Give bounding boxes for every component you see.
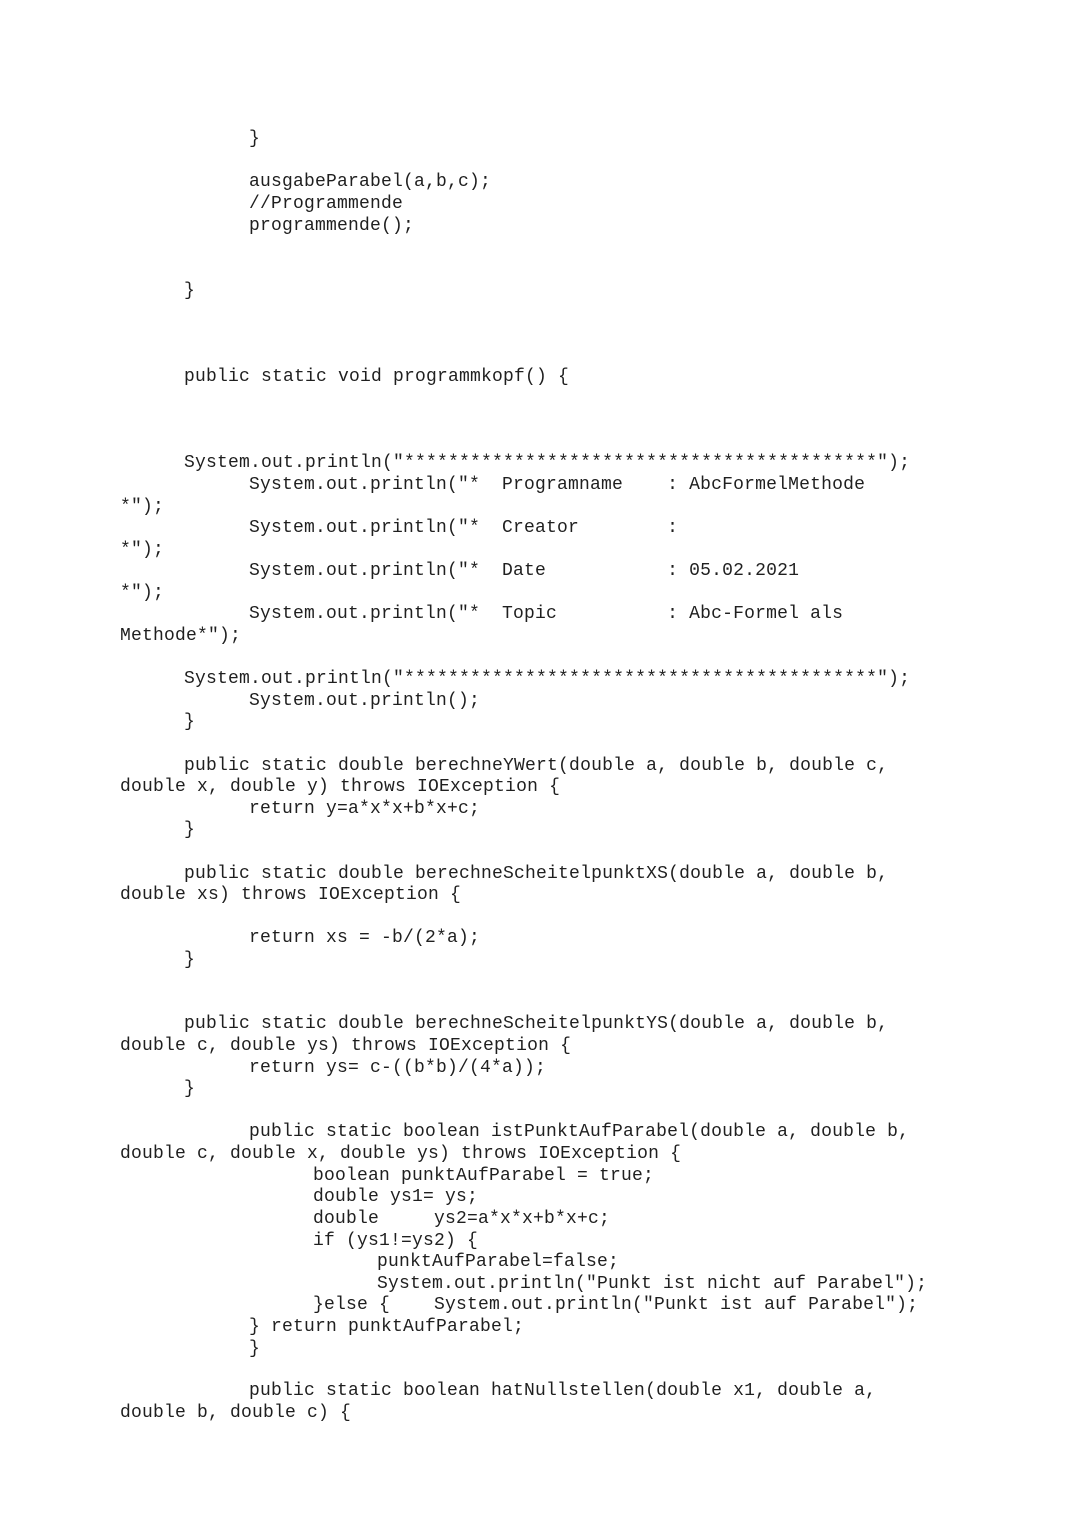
code-line-if-condition: if (ys1!=ys2) { <box>313 1231 479 1251</box>
code-line-date: System.out.println("* Date : 05.02.2021 <box>249 561 800 581</box>
code-line-scheitelpunkt-ys-params: double c, double ys) throws IOException { <box>120 1036 572 1056</box>
code-line-wrap-1: *"); <box>120 497 165 517</box>
code-line-comment-programmende: //Programmende <box>249 194 404 214</box>
code-line-berechne-ywert-return: return y=a*x*x+b*x+c; <box>249 799 481 819</box>
code-line-wrap-2: *"); <box>120 540 165 560</box>
code-line-hat-nullstellen-params: double b, double c) { <box>120 1403 352 1423</box>
code-line-print-nicht-auf: System.out.println("Punkt ist nicht auf Parabel"); <box>377 1274 928 1294</box>
code-line-wrap-4: Methode*"); <box>120 626 242 646</box>
code-line-scheitelpunkt-xs-signature: public static double berechneScheitelpunktXS(double a, double b, <box>184 864 889 884</box>
code-line-berechne-ywert-signature: public static double berechneYWert(double a, double b, double c, <box>184 756 889 776</box>
code-line-closing-brace-ist-punkt: } <box>249 1339 261 1359</box>
code-line-ausgabe-parabel: ausgabeParabel(a,b,c); <box>249 172 492 192</box>
code-line-set-false: punktAufParabel=false; <box>377 1252 620 1272</box>
code-line-wrap-3: *"); <box>120 583 165 603</box>
code-line-scheitelpunkt-xs-params: double xs) throws IOException { <box>120 885 462 905</box>
code-line-closing-brace-xs: } <box>184 950 196 970</box>
code-line-header-stars-top: System.out.println("*******************************************"); <box>184 453 911 473</box>
code-line-boolean-init: boolean punktAufParabel = true; <box>313 1166 655 1186</box>
code-line-else-print: }else { System.out.println("Punkt ist auf Parabel"); <box>313 1295 919 1315</box>
code-line-ist-punkt-signature: public static boolean istPunktAufParabel(double a, double b, <box>249 1122 910 1142</box>
code-line-scheitelpunkt-ys-signature: public static double berechneScheitelpunktYS(double a, double b, <box>184 1014 889 1034</box>
code-line-creator: System.out.println("* Creator : <box>249 518 679 538</box>
code-line-closing-brace-programmkopf: } <box>184 712 196 732</box>
code-line-hat-nullstellen-signature: public static boolean hatNullstellen(double x1, double a, <box>249 1381 877 1401</box>
code-line-programmname: System.out.println("* Programname : AbcFormelMethode <box>249 475 866 495</box>
code-line-berechne-ywert-params: double x, double y) throws IOException { <box>120 777 561 797</box>
code-line-programmkopf-signature: public static void programmkopf() { <box>184 367 570 387</box>
code-line-closing-brace: } <box>249 129 261 149</box>
code-line-topic: System.out.println("* Topic : Abc-Formel als <box>249 604 844 624</box>
code-line-ys2: double ys2=a*x*x+b*x+c; <box>313 1209 611 1229</box>
code-line-header-stars-bottom: System.out.println("*******************************************"); <box>184 669 911 689</box>
code-line-ys1: double ys1= ys; <box>313 1187 479 1207</box>
code-line-closing-brace-ywert: } <box>184 820 196 840</box>
code-line-ist-punkt-params: double c, double x, double ys) throws IOException { <box>120 1144 682 1164</box>
code-line-programmende-call: programmende(); <box>249 216 415 236</box>
code-line-closing-brace-ys: } <box>184 1079 196 1099</box>
code-line-return-punkt: } return punktAufParabel; <box>249 1317 525 1337</box>
code-line-scheitelpunkt-xs-return: return xs = -b/(2*a); <box>249 928 481 948</box>
code-line-println-empty: System.out.println(); <box>249 691 481 711</box>
code-line-scheitelpunkt-ys-return: return ys= c-((b*b)/(4*a)); <box>249 1058 547 1078</box>
code-line-closing-brace-main: } <box>184 281 196 301</box>
